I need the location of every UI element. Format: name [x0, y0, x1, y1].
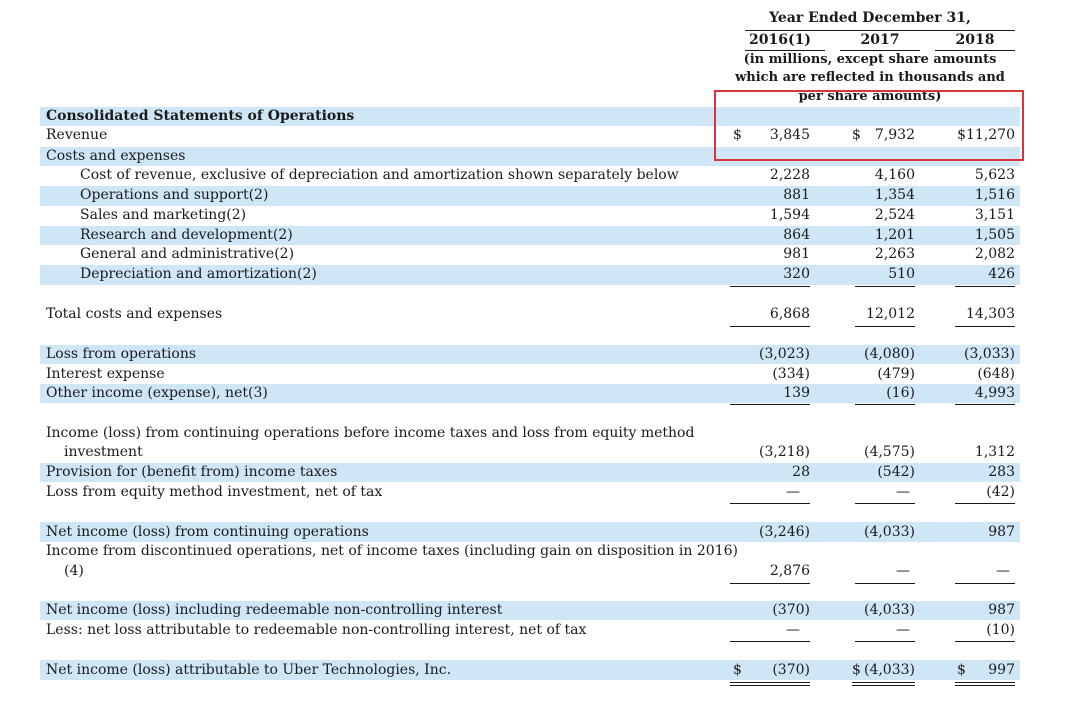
discontinued-rule-2018 [955, 583, 1015, 584]
value-provision-tax-2017: (542) [877, 464, 915, 480]
row-label-discontinued-cont: (4) [64, 563, 84, 579]
year-2017-heading: 2017 [860, 32, 900, 48]
section-title: Consolidated Statements of Operations [46, 108, 355, 124]
value-loss-equity-2017: — [896, 484, 910, 500]
discontinued-rule-2016 [730, 583, 810, 584]
year-2017-underline [840, 50, 920, 51]
row-label-income-before-tax-cont: investment [64, 444, 143, 460]
row-label-discontinued: Income from discontinued operations, net of income taxes (including gain on disposition in 2016) [46, 543, 738, 559]
value-net-uber-2018: 997 [988, 662, 1015, 678]
total-rule-2016 [730, 326, 810, 327]
value-loss-equity-2018: (42) [986, 484, 1015, 500]
nci-rule-2017 [855, 641, 915, 642]
other-rule-2016 [730, 404, 810, 405]
row-label-depreciation: Depreciation and amortization(2) [80, 266, 317, 282]
value-other-income-2018: 4,993 [974, 385, 1015, 401]
value-depreciation-2016: 320 [783, 266, 810, 282]
value-net-continuing-2017: (4,033) [863, 524, 915, 540]
value-loss-operations-2016: (3,023) [758, 346, 810, 362]
units-note-line2: which are reflected in thousands and [735, 70, 1005, 85]
final-rule-2017-top [852, 682, 915, 683]
value-interest-expense-2017: (479) [877, 366, 915, 382]
value-research-dev-2016: 864 [783, 227, 810, 243]
value-income-before-tax-2016: (3,218) [758, 444, 810, 460]
other-rule-2017 [855, 404, 915, 405]
value-sales-marketing-2017: 2,524 [874, 207, 915, 223]
row-label-general-admin: General and administrative(2) [80, 246, 295, 262]
row-label-interest-expense: Interest expense [46, 366, 165, 382]
subtotal-rule-2016 [730, 286, 810, 287]
year-2018-heading: 2018 [955, 32, 995, 48]
units-note-line3: per share amounts) [798, 89, 942, 104]
nci-rule-2016 [730, 641, 810, 642]
value-depreciation-2018: 426 [988, 266, 1015, 282]
value-interest-expense-2018: (648) [977, 366, 1015, 382]
row-label-net-incl-nci: Net income (loss) including redeemable non-controlling interest [46, 602, 503, 618]
value-discontinued-2018: — [996, 563, 1010, 579]
period-underline [745, 30, 1015, 31]
row-label-costs-header: Costs and expenses [46, 148, 186, 164]
row-label-provision-tax: Provision for (benefit from) income taxes [46, 464, 338, 480]
row-label-loss-equity: Loss from equity method investment, net of tax [46, 484, 383, 500]
row-label-operations-support: Operations and support(2) [80, 187, 269, 203]
value-general-admin-2016: 981 [783, 246, 810, 262]
value-revenue-2017: 7,932 [874, 127, 915, 143]
value-revenue-2016: 3,845 [769, 127, 810, 143]
year-2016-heading: 2016(1) [749, 32, 811, 48]
equity-rule-2018 [955, 503, 1015, 504]
value-interest-expense-2016: (334) [772, 366, 810, 382]
value-provision-tax-2018: 283 [988, 464, 1015, 480]
value-research-dev-2018: 1,505 [974, 227, 1015, 243]
value-total-costs-2017: 12,012 [866, 306, 915, 322]
value-discontinued-2016: 2,876 [769, 563, 810, 579]
value-loss-operations-2017: (4,080) [863, 346, 915, 362]
units-note-line1: (in millions, except share amounts [743, 52, 997, 67]
revenue-highlight-box [714, 90, 1024, 161]
row-label-less-nci: Less: net loss attributable to redeemable non-controlling interest, net of tax [46, 622, 587, 638]
value-net-incl-nci-2017: (4,033) [863, 602, 915, 618]
value-other-income-2017: (16) [886, 385, 915, 401]
currency-net-uber-2017: $ [852, 662, 861, 678]
currency-net-uber-2016: $ [733, 662, 742, 678]
value-less-nci-2017: — [896, 622, 910, 638]
currency-revenue-2017: $ [852, 127, 861, 143]
discontinued-rule-2017 [855, 583, 915, 584]
row-label-net-uber: Net income (loss) attributable to Uber Technologies, Inc. [46, 662, 452, 678]
value-operations-support-2017: 1,354 [874, 187, 915, 203]
value-revenue-2018: $11,270 [957, 127, 1015, 143]
final-rule-2018-bottom [955, 685, 1015, 686]
value-net-incl-nci-2016: (370) [772, 602, 810, 618]
value-total-costs-2018: 14,303 [966, 306, 1015, 322]
row-label-cost-of-revenue: Cost of revenue, exclusive of depreciation and amortization shown separately below [80, 167, 679, 183]
value-net-continuing-2018: 987 [988, 524, 1015, 540]
year-2016-underline [745, 50, 825, 51]
equity-rule-2016 [730, 503, 810, 504]
subtotal-rule-2017 [855, 286, 915, 287]
value-general-admin-2018: 2,082 [974, 246, 1015, 262]
row-label-sales-marketing: Sales and marketing(2) [80, 207, 247, 223]
nci-rule-2018 [955, 641, 1015, 642]
value-less-nci-2018: (10) [986, 622, 1015, 638]
value-provision-tax-2016: 28 [792, 464, 810, 480]
row-label-loss-operations: Loss from operations [46, 346, 197, 362]
value-cost-of-revenue-2017: 4,160 [874, 167, 915, 183]
value-income-before-tax-2018: 1,312 [974, 444, 1015, 460]
final-rule-2018-top [955, 682, 1015, 683]
row-label-income-before-tax: Income (loss) from continuing operations before income taxes and loss from equity method [46, 425, 695, 441]
value-loss-operations-2018: (3,033) [963, 346, 1015, 362]
subtotal-rule-2018 [955, 286, 1015, 287]
value-cost-of-revenue-2016: 2,228 [769, 167, 810, 183]
value-cost-of-revenue-2018: 5,623 [974, 167, 1015, 183]
value-sales-marketing-2018: 3,151 [974, 207, 1015, 223]
value-net-uber-2017: (4,033) [863, 662, 915, 678]
value-operations-support-2018: 1,516 [974, 187, 1015, 203]
row-label-revenue: Revenue [46, 127, 108, 143]
equity-rule-2017 [855, 503, 915, 504]
value-total-costs-2016: 6,868 [769, 306, 810, 322]
total-rule-2018 [955, 326, 1015, 327]
final-rule-2016-top [730, 682, 810, 683]
value-net-continuing-2016: (3,246) [758, 524, 810, 540]
value-loss-equity-2016: — [786, 484, 800, 500]
other-rule-2018 [955, 404, 1015, 405]
value-sales-marketing-2016: 1,594 [769, 207, 810, 223]
value-other-income-2016: 139 [783, 385, 810, 401]
value-general-admin-2017: 2,263 [874, 246, 915, 262]
final-rule-2016-bottom [730, 685, 810, 686]
row-label-total-costs: Total costs and expenses [46, 306, 223, 322]
year-2018-underline [935, 50, 1015, 51]
currency-revenue-2016: $ [733, 127, 742, 143]
currency-net-uber-2018: $ [957, 662, 966, 678]
final-rule-2017-bottom [852, 685, 915, 686]
period-heading: Year Ended December 31, [769, 10, 971, 26]
total-rule-2017 [855, 326, 915, 327]
row-label-other-income: Other income (expense), net(3) [46, 385, 268, 401]
value-income-before-tax-2017: (4,575) [863, 444, 915, 460]
value-less-nci-2016: — [786, 622, 800, 638]
value-operations-support-2016: 881 [783, 187, 810, 203]
row-label-net-continuing: Net income (loss) from continuing operations [46, 524, 369, 540]
row-label-research-dev: Research and development(2) [80, 227, 293, 243]
value-research-dev-2017: 1,201 [874, 227, 915, 243]
value-net-uber-2016: (370) [772, 662, 810, 678]
value-discontinued-2017: — [896, 563, 910, 579]
value-depreciation-2017: 510 [888, 266, 915, 282]
value-net-incl-nci-2018: 987 [988, 602, 1015, 618]
